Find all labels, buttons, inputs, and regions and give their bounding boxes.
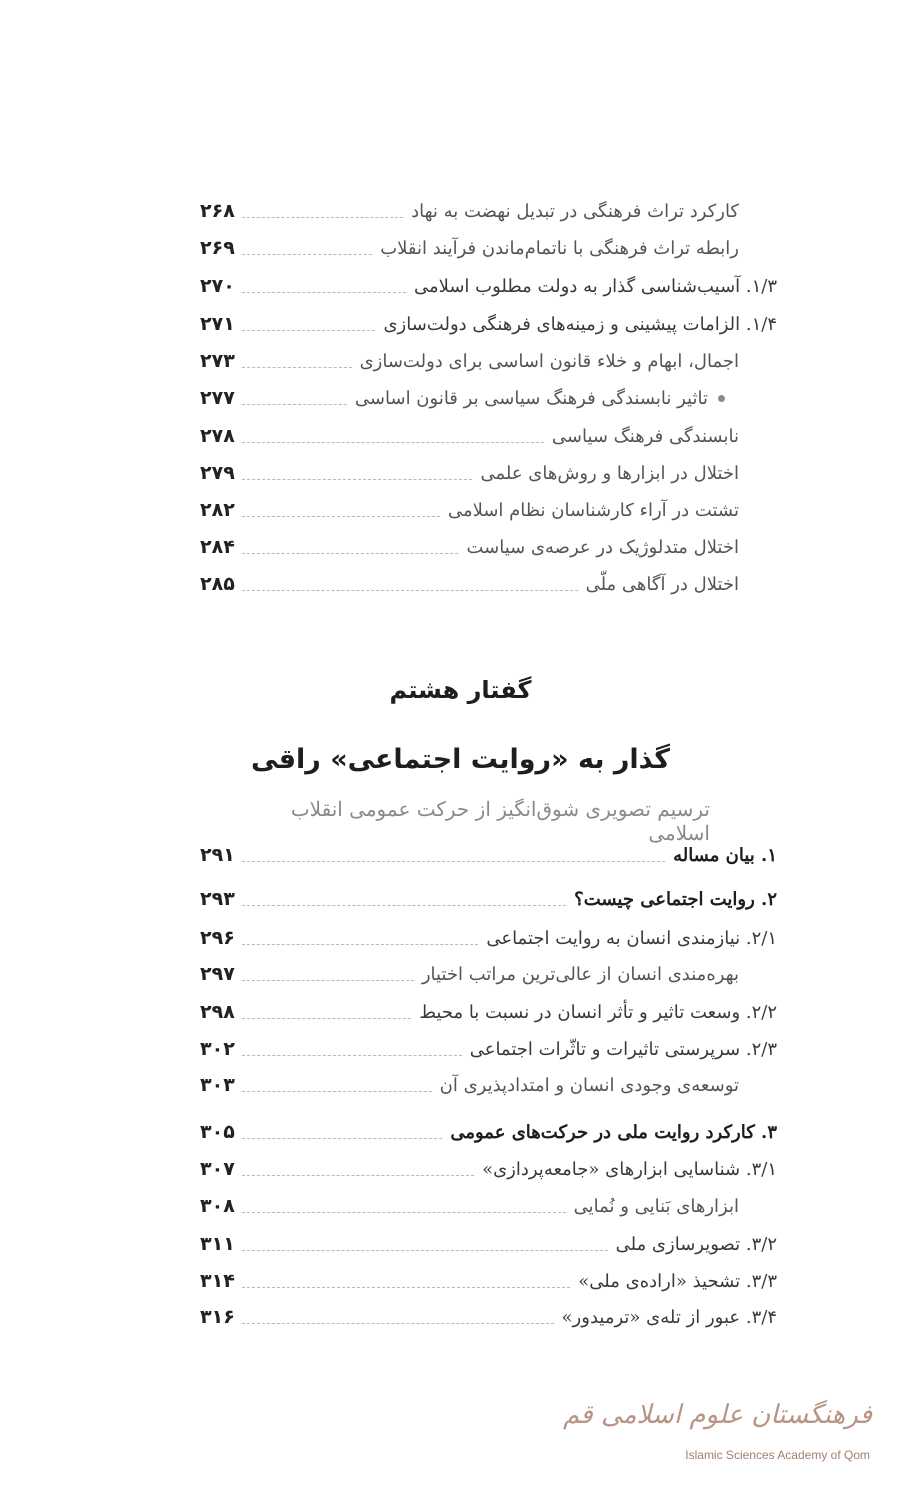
- bullet-icon: [718, 395, 725, 402]
- toc-row[interactable]: [200, 997, 777, 1027]
- toc-page-number: ۲۸۲: [200, 499, 235, 521]
- dot-leader: [242, 1212, 566, 1213]
- toc-page-number: ۳۰۳: [200, 1074, 235, 1096]
- toc-page-number: ۲۸۴: [200, 536, 235, 558]
- toc-entry-title: تشتت در آراء کارشناسان نظام اسلامی: [447, 499, 739, 521]
- toc-page-number: ۲۶۹: [200, 237, 235, 259]
- toc-page-number: ۲۷۷: [200, 387, 235, 409]
- toc-entry-title: ۱/۳. آسیب‌شناسی گذار به دولت مطلوب اسلامی: [413, 275, 777, 297]
- toc-row[interactable]: [200, 1266, 777, 1296]
- toc-row[interactable]: [200, 271, 777, 301]
- toc-row[interactable]: [200, 1117, 777, 1147]
- dot-leader: [242, 1250, 608, 1251]
- chapter-subtitle: ترسیم تصویری شوق‌انگیز از حرکت عمومی انقلاب اسلامی: [290, 797, 710, 845]
- toc-page-number: ۲۹۳: [200, 888, 235, 910]
- toc-row[interactable]: [200, 1034, 777, 1064]
- dot-leader: [242, 254, 372, 255]
- toc-row[interactable]: [200, 458, 777, 488]
- toc-page-number: ۳۱۴: [200, 1270, 235, 1292]
- toc-page-number: ۲۷۱: [200, 313, 235, 335]
- dot-leader: [242, 1055, 462, 1056]
- toc-row[interactable]: [200, 383, 777, 413]
- toc-row[interactable]: [200, 959, 777, 989]
- chapter-title: گذار به «روایت اجتماعی» راقی: [251, 744, 670, 775]
- toc-entry-title: ۱. بیان مساله: [673, 844, 777, 866]
- toc-entry-title: ۳/۲. تصویرسازی ملی: [615, 1233, 777, 1255]
- toc-page-number: ۳۰۲: [200, 1038, 235, 1060]
- toc-entry-title: رابطه تراث فرهنگی با ناتمام‌ماندن فرآیند انقلاب: [380, 237, 739, 259]
- toc-entry-title: ۳. کارکرد روایت ملی در حرکت‌های عمومی: [450, 1121, 777, 1143]
- dot-leader: [242, 442, 544, 443]
- dot-leader: [242, 479, 472, 480]
- toc-entry-title: اختلال در ابزارها و روش‌های علمی: [480, 462, 739, 484]
- toc-row[interactable]: [200, 196, 777, 226]
- toc-page-number: ۳۰۸: [200, 1195, 235, 1217]
- dot-leader: [242, 1287, 570, 1288]
- toc-entry-title: ۳/۱. شناسایی ابزارهای «جامعه‌پردازی»: [482, 1158, 777, 1180]
- dot-leader: [242, 330, 375, 331]
- toc-page-number: ۲۹۶: [200, 927, 235, 949]
- toc-row[interactable]: [200, 840, 777, 870]
- toc-entry-title: ۲/۳. سرپرستی تاثیرات و تاثّرات اجتماعی: [469, 1038, 777, 1060]
- toc-entry-title: ۳/۴. عبور از تله‌ی «ترمیدور»: [561, 1306, 777, 1328]
- toc-entry-title: بهره‌مندی انسان از عالی‌ترین مراتب اختیار: [421, 963, 739, 985]
- dot-leader: [242, 980, 414, 981]
- toc-page-number: ۲۹۱: [200, 844, 235, 866]
- toc-entry-title: نابسندگی فرهنگ سیاسی: [551, 425, 739, 447]
- dot-leader: [242, 516, 440, 517]
- toc-entry-title: ۲/۲. وسعت تاثیر و تأثر انسان در نسبت با محیط: [419, 1001, 777, 1023]
- toc-page-number: ۲۷۸: [200, 425, 235, 447]
- dot-leader: [242, 553, 458, 554]
- toc-row[interactable]: [200, 1070, 777, 1100]
- toc-page-number: ۲۹۸: [200, 1001, 235, 1023]
- toc-row[interactable]: [200, 569, 777, 599]
- dot-leader: [242, 367, 352, 368]
- dot-leader: [242, 404, 347, 405]
- toc-page-number: ۳۰۵: [200, 1121, 235, 1143]
- toc-row[interactable]: [200, 233, 777, 263]
- toc-entry-title: ۳/۳. تشحیذ «اراده‌ی ملی»: [578, 1270, 777, 1292]
- toc-row[interactable]: [200, 923, 777, 953]
- toc-page-number: ۲۷۰: [200, 275, 235, 297]
- toc-row[interactable]: [200, 346, 777, 376]
- toc-entry-title: ابزارهای بَنایی و نُمایی: [573, 1195, 739, 1217]
- toc-page-number: ۲۸۵: [200, 573, 235, 595]
- dot-leader: [242, 1138, 442, 1139]
- toc-entry-title: اجمال، ابهام و خلاء قانون اساسی برای دولت‌سازی: [359, 350, 739, 372]
- toc-page-number: ۲۹۷: [200, 963, 235, 985]
- toc-page-number: ۳۱۱: [200, 1233, 235, 1255]
- chapter-number: گفتار هشتم: [389, 676, 532, 704]
- toc-entry-title: ۲. روایت اجتماعی چیست؟: [574, 888, 777, 910]
- toc-row[interactable]: [200, 1229, 777, 1259]
- logo-caption: Islamic Sciences Academy of Qom: [685, 1448, 870, 1462]
- dot-leader: [242, 1091, 432, 1092]
- toc-entry-title: ۱/۴. الزامات پیشینی و زمینه‌های فرهنگی دولت‌سازی: [383, 313, 777, 335]
- toc-entry-text: تاثیر نابسندگی فرهنگ سیاسی بر قانون اساسی: [354, 387, 708, 409]
- toc-row[interactable]: [200, 1302, 777, 1332]
- dot-leader: [242, 861, 665, 862]
- dot-leader: [242, 944, 478, 945]
- toc-page-number: ۲۷۳: [200, 350, 235, 372]
- dot-leader: [242, 905, 566, 906]
- toc-entry-title: توسعه‌ی وجودی انسان و امتدادپذیری آن: [439, 1074, 739, 1096]
- toc-page-number: ۳۰۷: [200, 1158, 235, 1180]
- toc-entry-title: [349, 388, 725, 409]
- dot-leader: [242, 1323, 554, 1324]
- toc-entry-title: ۲/۱. نیازمندی انسان به روایت اجتماعی: [486, 927, 777, 949]
- toc-row[interactable]: [200, 884, 777, 914]
- dot-leader: [242, 292, 406, 293]
- academy-logo: [562, 1392, 880, 1472]
- logo-calligraphy: فرهنگستان علوم اسلامی قم: [562, 1400, 872, 1430]
- toc-entry-title: اختلال در آگاهی ملّی: [585, 573, 739, 595]
- toc-row[interactable]: [200, 421, 777, 451]
- toc-page-number: ۳۱۶: [200, 1306, 235, 1328]
- toc-row[interactable]: [200, 1154, 777, 1184]
- toc-row[interactable]: [200, 1191, 777, 1221]
- toc-page-number: ۲۷۹: [200, 462, 235, 484]
- toc-entry-title: اختلال متدلوژیک در عرصه‌ی سیاست: [466, 536, 739, 558]
- dot-leader: [242, 217, 403, 218]
- toc-page-number: ۲۶۸: [200, 200, 235, 222]
- toc-row[interactable]: [200, 495, 777, 525]
- toc-entry-title: کارکرد تراث فرهنگی در تبدیل نهضت به نهاد: [411, 200, 739, 222]
- toc-row[interactable]: [200, 309, 777, 339]
- dot-leader: [242, 590, 578, 591]
- toc-row[interactable]: [200, 532, 777, 562]
- dot-leader: [242, 1175, 474, 1176]
- dot-leader: [242, 1018, 411, 1019]
